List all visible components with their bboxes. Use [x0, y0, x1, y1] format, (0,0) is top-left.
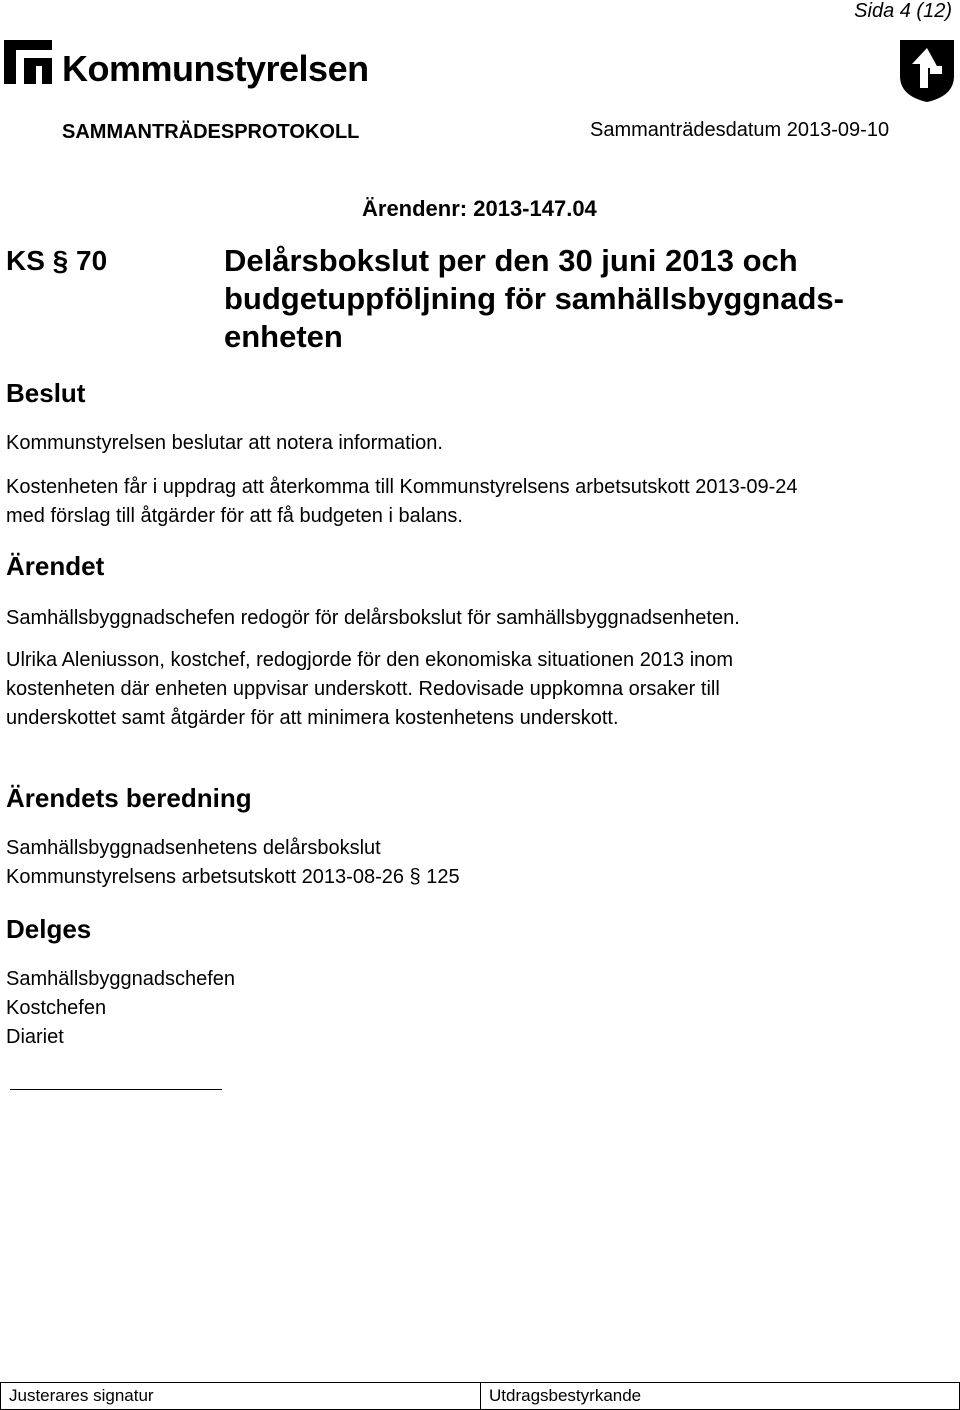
beredning-item: Kommunstyrelsens arbetsutskott 2013-08-26 § 125	[6, 866, 460, 888]
excerpt-label: Utdragsbestyrkande	[489, 1386, 642, 1405]
beslut-heading: Beslut	[6, 378, 86, 408]
meeting-date: Sammanträdesdatum 2013-09-10	[590, 119, 890, 141]
delges-item: Kostchefen	[6, 997, 107, 1019]
arendet-paragraph: kostenheten där enheten uppvisar underskott. Redovisade uppkomna orsaker till	[6, 678, 720, 700]
case-number: Ärendenr: 2013-147.04	[362, 196, 597, 221]
page-number: Sida 4 (12)	[854, 0, 952, 22]
signature-line	[10, 1089, 222, 1090]
beslut-paragraph: med förslag till åtgärder för att få budgeten i balans.	[6, 505, 463, 527]
delges-item: Diariet	[6, 1026, 64, 1048]
arendet-paragraph: underskottet samt åtgärder för att minimera kostenhetens underskott.	[6, 707, 619, 729]
document-type: SAMMANTRÄDESPROTOKOLL	[62, 121, 360, 143]
organization-name: Kommunstyrelsen	[62, 48, 369, 89]
delges-item: Samhällsbyggnadschefen	[6, 968, 236, 990]
case-title: Delårsbokslut per den 30 juni 2013 och budgetuppföljning för samhällsbyggnads-enheten	[224, 243, 844, 354]
delges-heading: Delges	[6, 914, 92, 944]
arendet-paragraph: Samhällsbyggnadschefen redogör för delårsbokslut för samhällsbyggnadsenheten.	[6, 607, 740, 629]
signature-label: Justerares signatur	[1, 1383, 481, 1409]
beredning-heading: Ärendets beredning	[6, 783, 252, 813]
footer-table	[0, 1382, 960, 1410]
arendet-heading: Ärendet	[6, 551, 105, 581]
arendet-paragraph: Ulrika Aleniusson, kostchef, redogjorde för den ekonomiska situationen 2013 inom	[6, 649, 734, 671]
beslut-paragraph: Kommunstyrelsen beslutar att notera information.	[6, 432, 443, 454]
beslut-paragraph: Kostenheten får i uppdrag att återkomma till Kommunstyrelsens arbetsutskott 2013-09-24	[6, 476, 798, 498]
coat-of-arms-icon	[898, 38, 956, 104]
paragraph-number: KS § 70	[6, 245, 108, 276]
municipality-logo-icon	[4, 40, 52, 84]
beredning-item: Samhällsbyggnadsenhetens delårsbokslut	[6, 837, 381, 859]
